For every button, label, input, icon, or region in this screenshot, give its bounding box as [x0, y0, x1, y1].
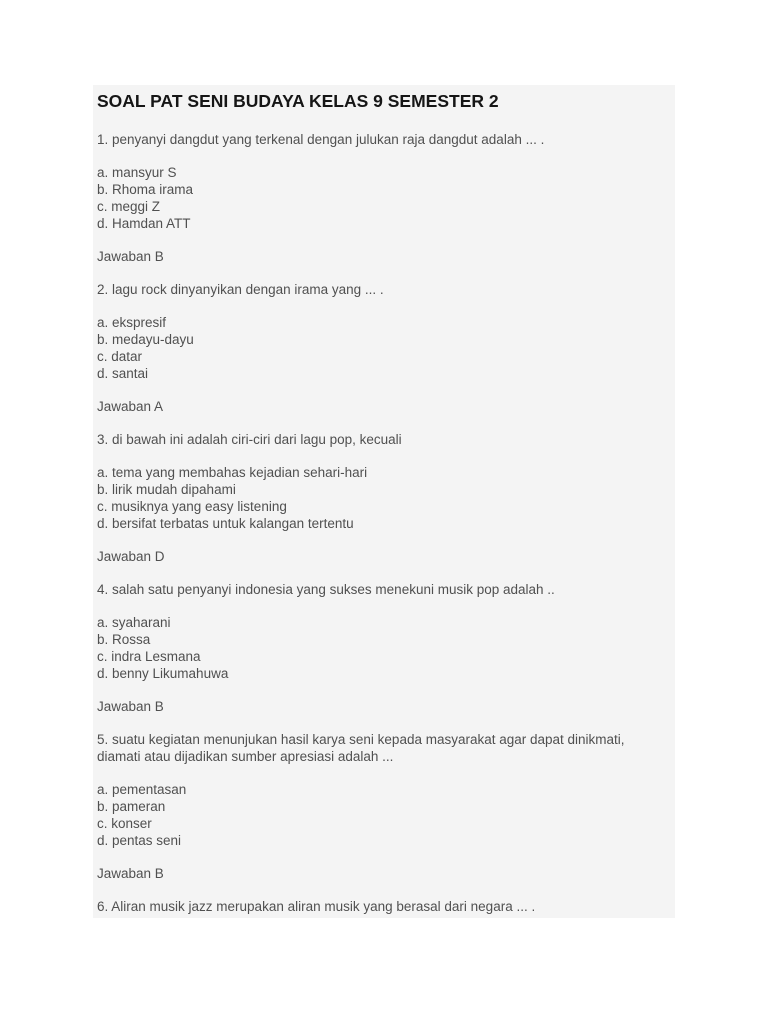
question-text: 3. di bawah ini adalah ciri-ciri dari lagu pop, kecuali — [97, 432, 402, 447]
option-b: b. lirik mudah dipahami — [97, 482, 236, 497]
options-list — [97, 781, 671, 849]
option-a: a. ekspresif — [97, 315, 167, 330]
options-list — [97, 614, 671, 682]
option-d: d. benny Likumahuwa — [97, 666, 229, 681]
option-a: a. syaharani — [97, 615, 171, 630]
answer-line: Jawaban B — [97, 249, 164, 264]
options-list — [97, 314, 671, 382]
option-a: a. tema yang membahas kejadian sehari-hari — [97, 465, 368, 480]
question-text: 5. suatu kegiatan menunjukan hasil karya seni kepada masyarakat agar dapat dinikmati, diamati atau dijadikan sumber apresiasi adalah ... — [97, 732, 625, 764]
question-block-4 — [97, 581, 671, 715]
option-c: c. musiknya yang easy listening — [97, 499, 287, 514]
option-b: b. Rhoma irama — [97, 182, 194, 197]
answer-line: Jawaban A — [97, 399, 164, 414]
option-b: b. medayu-dayu — [97, 332, 194, 347]
answer-line: Jawaban D — [97, 549, 165, 564]
option-a: a. mansyur S — [97, 165, 177, 180]
option-d: d. pentas seni — [97, 833, 182, 848]
option-b: b. Rossa — [97, 632, 151, 647]
option-d: d. Hamdan ATT — [97, 216, 191, 231]
question-text: 6. Aliran musik jazz merupakan aliran musik yang berasal dari negara ... . — [97, 899, 536, 914]
options-list — [97, 464, 671, 532]
options-list — [97, 164, 671, 232]
answer-line: Jawaban B — [97, 866, 164, 881]
option-c: c. datar — [97, 349, 143, 364]
option-c: c. meggi Z — [97, 199, 161, 214]
question-block-1 — [97, 131, 671, 265]
document-title: SOAL PAT SENI BUDAYA KELAS 9 SEMESTER 2 — [97, 91, 499, 111]
question-block-5 — [97, 731, 671, 882]
option-a: a. pementasan — [97, 782, 187, 797]
question-block-6 — [97, 898, 671, 915]
option-b: b. pameran — [97, 799, 166, 814]
question-text: 4. salah satu penyanyi indonesia yang sukses menekuni musik pop adalah .. — [97, 582, 555, 597]
document-page — [93, 85, 675, 918]
question-block-2 — [97, 281, 671, 415]
question-text: 2. lagu rock dinyanyikan dengan irama yang ... . — [97, 282, 384, 297]
answer-line: Jawaban B — [97, 699, 164, 714]
question-text: 1. penyanyi dangdut yang terkenal dengan julukan raja dangdut adalah ... . — [97, 132, 545, 147]
question-block-3 — [97, 431, 671, 565]
option-d: d. santai — [97, 366, 149, 381]
option-c: c. indra Lesmana — [97, 649, 201, 664]
option-d: d. bersifat terbatas untuk kalangan tertentu — [97, 516, 354, 531]
option-c: c. konser — [97, 816, 152, 831]
